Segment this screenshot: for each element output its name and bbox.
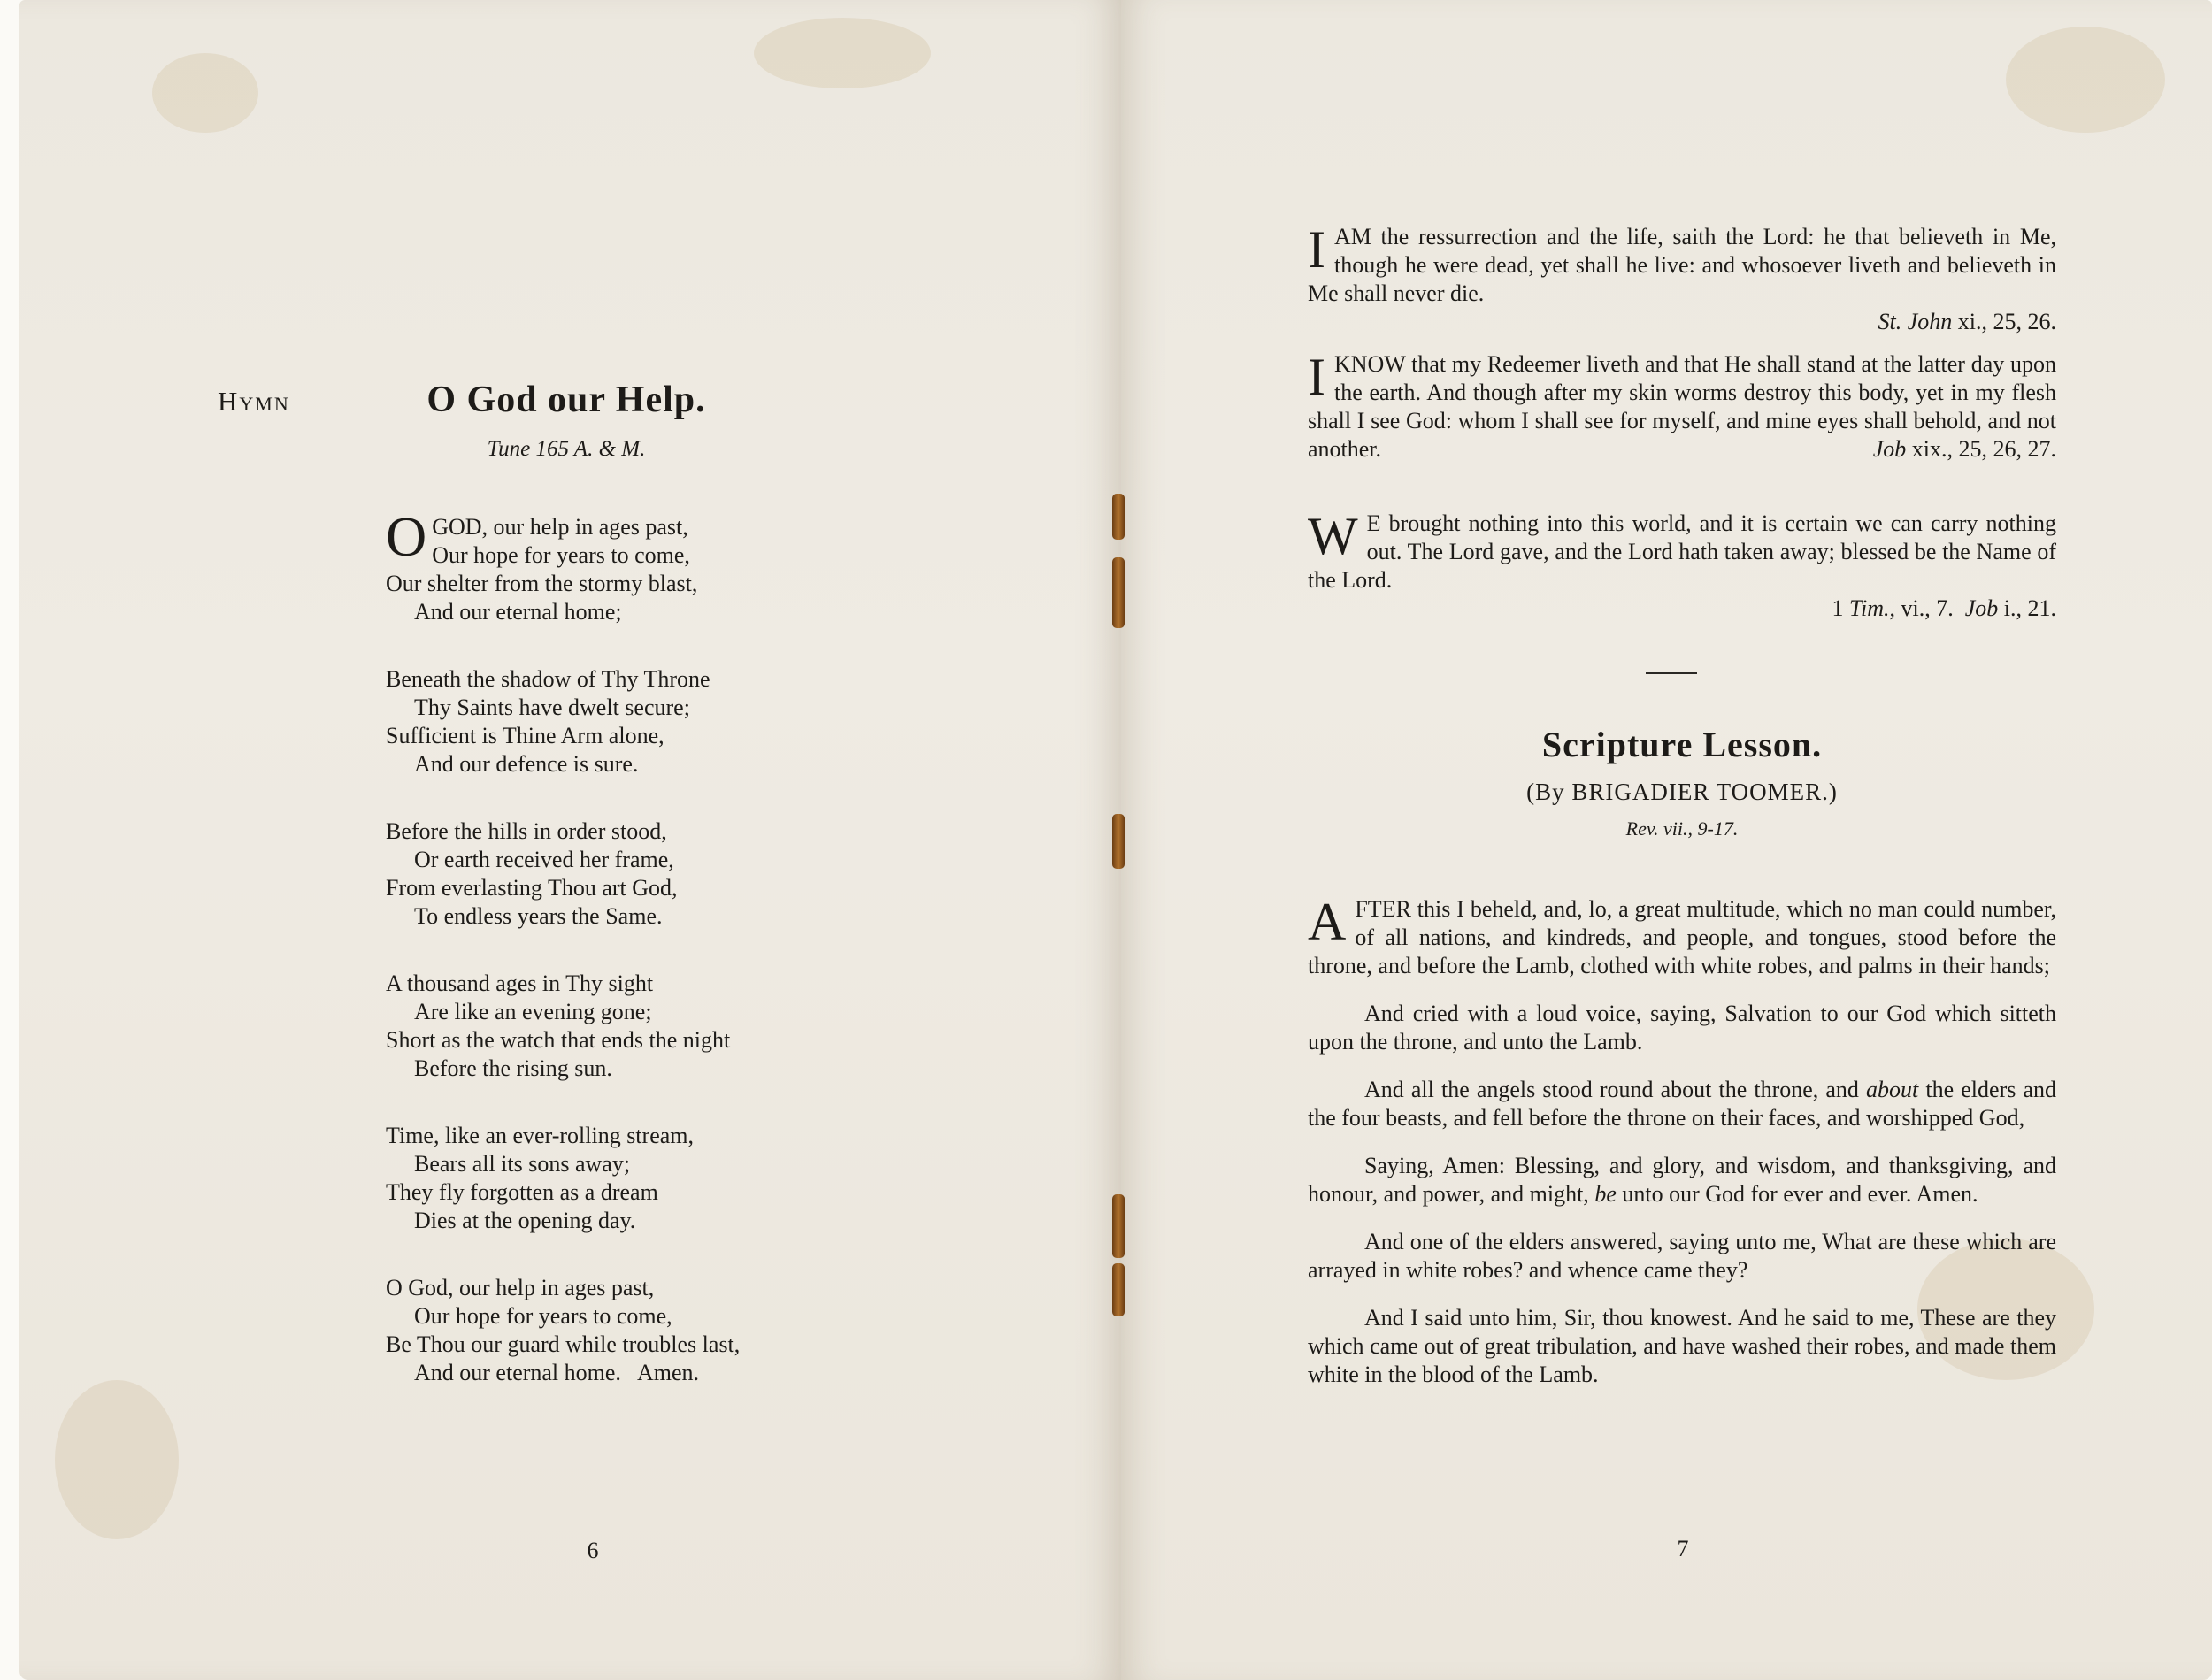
drop-cap: I bbox=[1308, 220, 1325, 279]
lesson-reference: Rev. vii., 9-17. bbox=[1625, 817, 1739, 840]
hymn-verses bbox=[386, 505, 881, 1426]
page-number-left: 6 bbox=[587, 1538, 599, 1563]
section-divider bbox=[1646, 672, 1697, 674]
binding-stitch bbox=[1112, 557, 1125, 628]
verse-line: Dies at the opening day. bbox=[414, 1208, 636, 1233]
scripture-lesson bbox=[1308, 895, 2056, 1408]
lesson-paragraph: A FTER this I beheld, and, lo, a great multitude, which no man could number, of all nations, and kindreds, and people, and tongues, stood before the throne, and before the Lamb, clothed with white robes, and palms in their hands; bbox=[1308, 893, 2056, 978]
hymn-verse bbox=[386, 505, 881, 626]
lesson-paragraph: And cried with a loud voice, saying, Salvation to our God which sitteth upon the throne, and unto the Lamb. bbox=[1308, 1001, 2056, 1055]
passage-reference: 1 Tim., vi., 7. Job i., 21. bbox=[1832, 595, 2056, 621]
verse-line: And our eternal home; bbox=[414, 599, 622, 625]
drop-cap: O bbox=[386, 505, 427, 568]
drop-cap: A bbox=[1308, 893, 1347, 951]
hymn-label: Hymn bbox=[218, 386, 290, 417]
passage-text: E brought nothing into this world, and it is certain we can carry nothing out. The Lord gave, and the Lord hath taken away; blessed be the Name of the Lord. bbox=[1308, 510, 2056, 593]
hymn-title: O God our Help. bbox=[426, 380, 706, 420]
scripture-sentence bbox=[1308, 507, 2056, 623]
hymn-verse bbox=[386, 970, 881, 1083]
verse-line: Bears all its sons away; bbox=[414, 1151, 631, 1177]
passage-reference: Job xix., 25, 26, 27. bbox=[1872, 436, 2056, 462]
lesson-paragraph: And one of the elders answered, saying unto me, What are these which are arrayed in white robes? and whence came they? bbox=[1308, 1229, 2056, 1283]
lesson-title: Scripture Lesson. bbox=[1541, 725, 1823, 764]
binding-stitch bbox=[1112, 1194, 1125, 1258]
verse-line: To endless years the Same. bbox=[414, 903, 663, 929]
binding-stitch bbox=[1112, 1263, 1125, 1316]
verse-line: They fly forgotten as a dream bbox=[386, 1179, 658, 1205]
passage-text: KNOW that my Redeemer liveth and that He shall stand at the latter day upon the earth. And though after my skin worms destroy this body, yet in my flesh shall I see God: whom I shall see for myself, and mine eyes shall behold, and not another. bbox=[1308, 351, 2056, 462]
drop-cap: I bbox=[1308, 348, 1325, 406]
verse-line: Thy Saints have dwelt secure; bbox=[414, 694, 690, 720]
hymn-tune: Tune 165 A. & M. bbox=[487, 437, 646, 461]
verse-line: A thousand ages in Thy sight bbox=[386, 970, 654, 996]
verse-line: Our hope for years to come, bbox=[432, 542, 690, 568]
verse-line: GOD, our help in ages past, bbox=[432, 514, 688, 540]
binding-stitch bbox=[1112, 814, 1125, 869]
verse-line: O God, our help in ages past, bbox=[386, 1275, 655, 1300]
verse-line: Sufficient is Thine Arm alone, bbox=[386, 723, 664, 748]
lesson-paragraph: And all the angels stood round about the throne, and about the elders and the four beasts, and fell before the throne on their faces, and worshipped God, bbox=[1308, 1077, 2056, 1131]
passage-text: AM the ressurrection and the life, saith the Lord: he that believeth in Me, though he were dead, yet shall he live: and whosoever liveth and believeth in Me shall never die. bbox=[1308, 224, 2056, 306]
hymn-verse bbox=[386, 1122, 881, 1235]
binding-stitch bbox=[1112, 494, 1125, 540]
verse-line: Be Thou our guard while troubles last, bbox=[386, 1331, 741, 1357]
lesson-paragraph: And I said unto him, Sir, thou knowest. And he said to me, These are they which came out of great tribulation, and have washed their robes, and made them white in the blood of the Lamb. bbox=[1308, 1305, 2056, 1387]
verse-line: Are like an evening gone; bbox=[414, 999, 652, 1024]
hymn-verse bbox=[386, 1274, 881, 1387]
verse-line: Our hope for years to come, bbox=[414, 1303, 672, 1329]
scripture-sentence bbox=[1308, 350, 2056, 464]
verse-line: Time, like an ever-rolling stream, bbox=[386, 1123, 694, 1148]
hymn-verse bbox=[386, 665, 881, 779]
verse-line: Before the hills in order stood, bbox=[386, 818, 667, 844]
lesson-paragraph: Saying, Amen: Blessing, and glory, and wisdom, and thanksgiving, and honour, and power, and might, be unto our God for ever and ever. Amen. bbox=[1308, 1153, 2056, 1207]
verse-line: From everlasting Thou art God, bbox=[386, 875, 678, 901]
verse-line: Before the rising sun. bbox=[414, 1055, 612, 1081]
scripture-sentence bbox=[1308, 220, 2056, 336]
lesson-reader: (By BRIGADIER TOOMER.) bbox=[1526, 779, 1838, 805]
page-number-right: 7 bbox=[1677, 1536, 1689, 1561]
verse-line: And our defence is sure. bbox=[414, 751, 639, 777]
hymn-verse bbox=[386, 817, 881, 931]
verse-line: Beneath the shadow of Thy Throne bbox=[386, 666, 710, 692]
drop-cap: W bbox=[1308, 507, 1358, 565]
verse-line: Our shelter from the stormy blast, bbox=[386, 571, 698, 596]
verse-line: Short as the watch that ends the night bbox=[386, 1027, 731, 1053]
verse-line: And our eternal home. Amen. bbox=[414, 1360, 700, 1385]
verse-line: Or earth received her frame, bbox=[414, 847, 674, 872]
passage-reference: St. John xi., 25, 26. bbox=[1878, 309, 2056, 334]
